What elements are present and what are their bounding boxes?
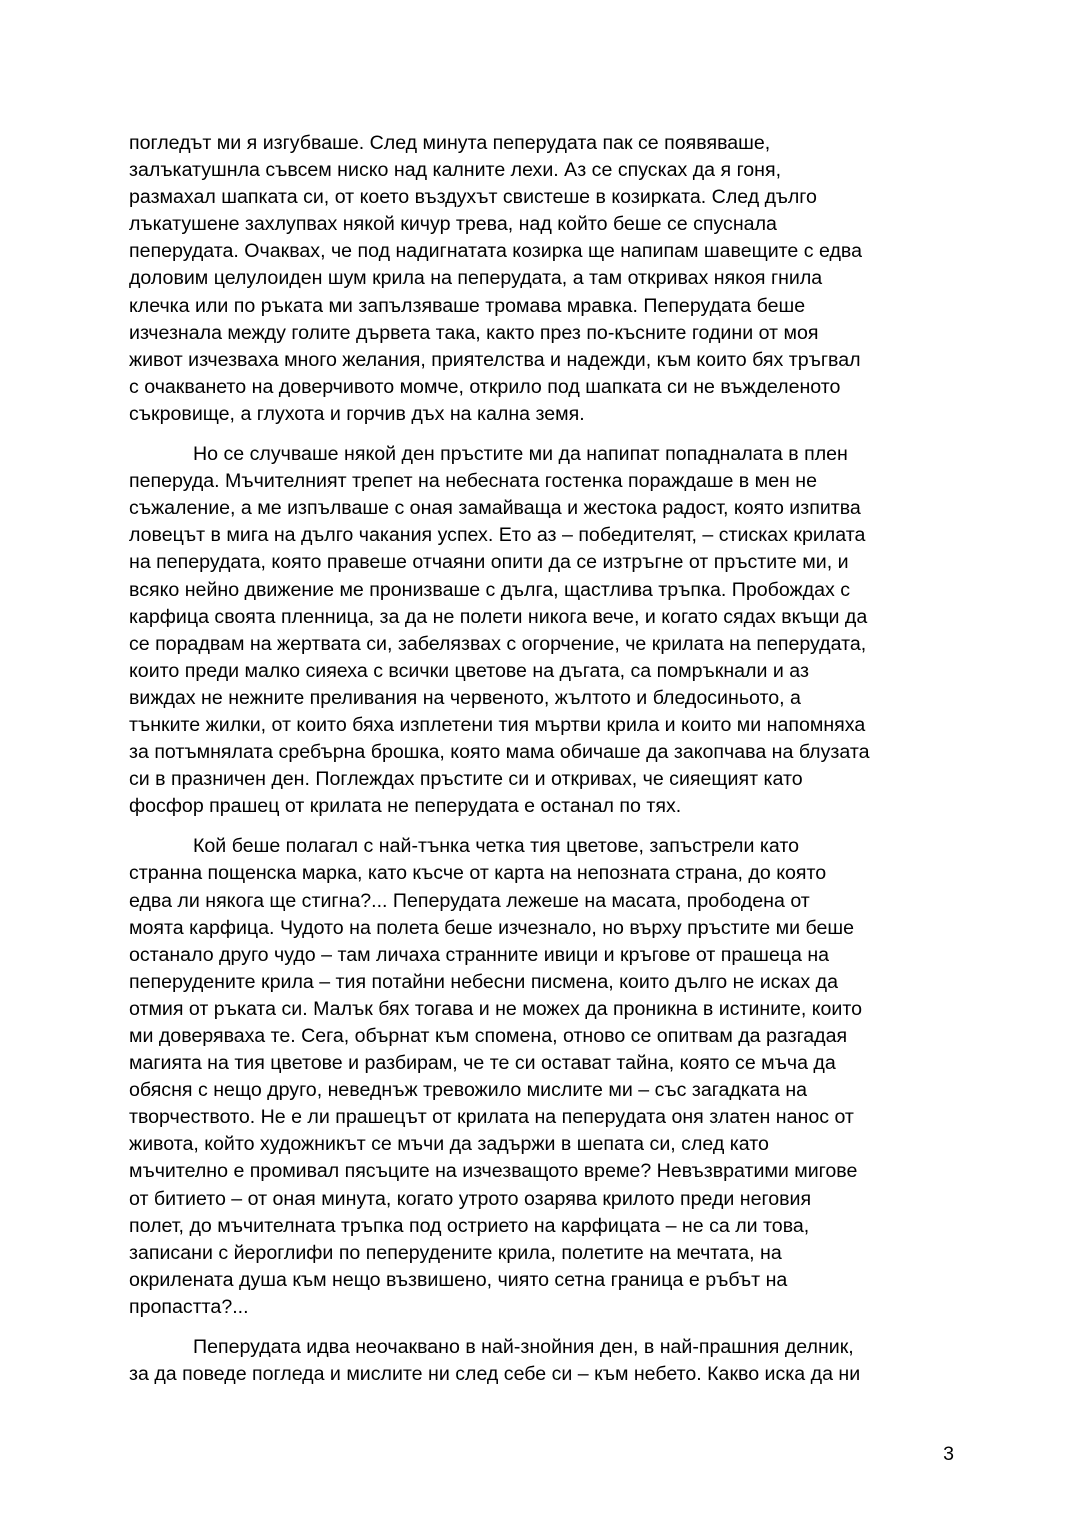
text-line: моята карфица. Чудото на полета беше изчезнало, но върху пръстите ми беше <box>129 916 855 939</box>
text-line: пеперудата. Очаквах, че под надигнатата козирка ще напипам шавещите с едва <box>129 240 862 263</box>
text-line: ми доверяваха те. Сега, обърнат към спомена, отново се опитвам да разгадая <box>129 1025 848 1047</box>
text-line: живота, който художникът се мъчи да задържи в шепата си, след като <box>129 1133 769 1156</box>
text-line: на пеперудата, която правеше отчаяни опити да се изтръгне от пръстите ми, и <box>129 551 849 574</box>
text-line: които преди малко сияеха с всички цветове на дъгата, са помръкнали и аз <box>129 659 809 682</box>
text-line: обясня с нещо друго, неведнъж тревожило мислите ми – със загадката на <box>129 1079 808 1102</box>
text-line: странна пощенска марка, като късче от карта на непозната страна, до която <box>129 862 827 885</box>
paragraph-spacing <box>129 820 959 833</box>
text-line: отмия от ръката си. Малък бях тогава и не можех да проникна в истините, които <box>129 997 862 1020</box>
paragraph-4 <box>129 1334 959 1388</box>
text-line: фосфор прашец от крилата не пеперудата е останал по тях. <box>129 795 682 818</box>
page-number: 3 <box>943 1443 954 1465</box>
paragraph-2 <box>129 441 959 820</box>
text-line: живот изчезваха много желания, приятелства и надежди, към които бях тръгвал <box>129 348 861 371</box>
text-line: магията на тия цветове и разбирам, че те си остават тайна, която се мъча да <box>129 1052 836 1075</box>
text-line: изчезнала между голите дървета така, както през по-късните години от моя <box>129 321 819 344</box>
text-line: Но се случваше някой ден пръстите ми да напипат попадналата в плен <box>193 443 848 466</box>
text-line: останало друго чудо – там личаха странните ивици и кръгове от прашеца на <box>129 943 830 966</box>
text-line: записани с йероглифи по пеперудените крила, полетите на мечтата, на <box>129 1241 782 1264</box>
paragraph-spacing <box>129 428 959 441</box>
text-line: ловецът в мига на дълго чакания успех. Ето аз – победителят, – стисках крилата <box>129 524 866 547</box>
text-line: виждах не нежните преливания на червеното, жълтото и бледосиньото, а <box>129 686 801 709</box>
text-line: с очакването на доверчивото момче, открило под шапката си не въжделеното <box>129 375 841 398</box>
paragraph-3 <box>129 833 959 1321</box>
text-line: полет, до мъчителната тръпка под острието на карфицата – не са ли това, <box>129 1214 810 1237</box>
text-line: мъчително е промивал пясъците на изчезващото време? Невъзвратими мигове <box>129 1160 858 1183</box>
text-line: съкровище, а глухота и горчив дъх на кална земя. <box>129 402 585 425</box>
text-line: доловим целулоиден шум крила на пеперудата, а там откривах някоя гнила <box>129 267 823 290</box>
text-line: пропастта?... <box>129 1295 249 1318</box>
text-line: се порадвам на жертвата си, забелязвах с огорчение, че крилата на пеперудата, <box>129 632 867 655</box>
text-line: лъкатушене захлупвах някой кичур трева, над който беше се спуснала <box>129 213 777 236</box>
text-line: пеперудените крила – тия потайни небесни писмена, които дълго не исках да <box>129 970 838 993</box>
paragraph-spacing <box>129 1321 959 1334</box>
text-line: за да поведе погледа и мислите ни след себе си – към небето. Какво иска да ни <box>129 1363 861 1386</box>
text-line: едва ли някога ще стигна?... Пеперудата лежеше на масата, прободена от <box>129 889 810 912</box>
text-line: размахал шапката си, от което въздухът свистеше в козирката. След дълго <box>129 186 817 209</box>
body-text <box>129 130 959 1388</box>
text-line: си в празничен ден. Поглеждах пръстите си и откривах, че сияещият като <box>129 768 803 791</box>
text-line: залъкатушнла съвсем ниско над калните лехи. Аз се спусках да я гоня, <box>129 159 782 182</box>
text-line: Кой беше полагал с най-тънка четка тия цветове, запъстрели като <box>193 835 799 858</box>
text-line: творчеството. Не е ли прашецът от крилата на пеперудата оня златен нанос от <box>129 1106 854 1129</box>
text-line: от битието – от оная минута, когато утрото озарява крилото преди неговия <box>129 1187 812 1210</box>
text-line: окрилената душа към нещо възвишено, чиято сетна граница е ръбът на <box>129 1268 788 1291</box>
text-line: за потъмнялата сребърна брошка, която мама обичаше да закопчава на блузата <box>129 741 870 764</box>
text-line: пеперуда. Мъчителният трепет на небесната гостенка пораждаше в мен не <box>129 470 818 493</box>
paragraph-1 <box>129 130 959 428</box>
text-line: Пеперудата идва неочаквано в най-знойния ден, в най-прашния делник, <box>193 1336 854 1359</box>
text-line: всяко нейно движение ме пронизваше с дълга, щастлива тръпка. Пробождах с <box>129 578 851 601</box>
text-line: карфица своята пленница, за да не полети никога вече, и когато сядах вкъщи да <box>129 605 868 628</box>
text-line: клечка или по ръката ми запълзяваше тромава мравка. Пеперудата беше <box>129 294 806 317</box>
text-line: тънките жилки, от които бяха изплетени тия мъртви крила и които ми напомняха <box>129 713 866 736</box>
text-line: съжаление, а ме изпълваше с оная замайваща и жестока радост, която изпитва <box>129 497 861 520</box>
text-line: погледът ми я изгубваше. След минута пеперудата пак се появяваше, <box>129 132 771 154</box>
